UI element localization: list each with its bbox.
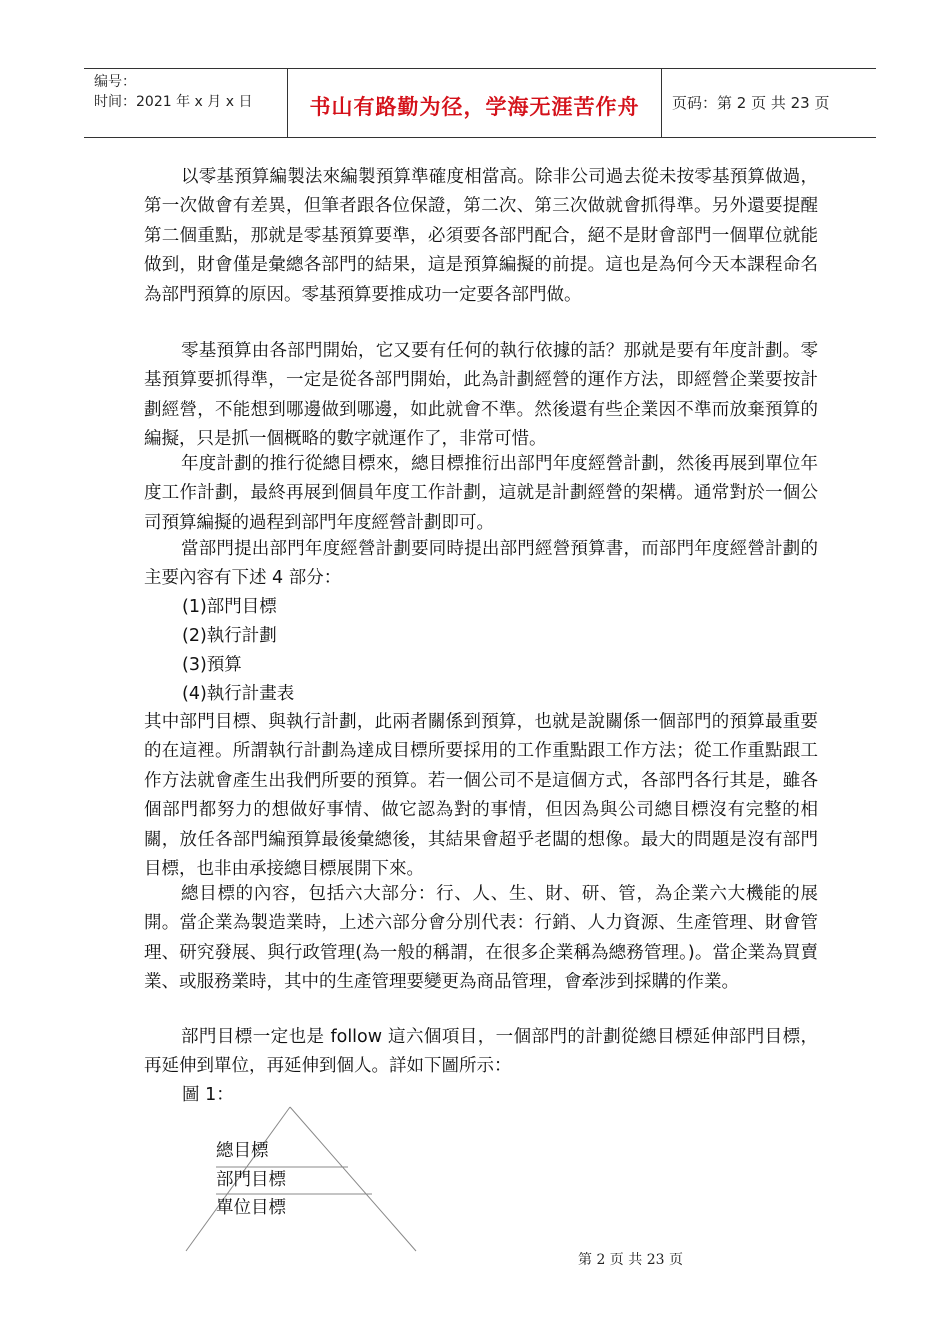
list-item: (3)預算	[182, 655, 242, 675]
paragraph: 部門目標一定也是 follow 這六個項目，一個部門的計劃從總目標延伸部門目標，再延伸到單位，再延伸到個人。詳如下圖所示：	[144, 1027, 818, 1077]
pyramid-tier-label: 總目標	[216, 1141, 269, 1161]
paragraph: 總目標的內容，包括六大部分：行、人、生、財、研、管，為企業六大機能的展開。當企業為製造業時，上述六部分會分別代表：行銷、人力資源、生產管理、財會管理、研究發展、與行政管理(為一般的稱謂，在很多企業稱為總務管理。)。當企業為買賣業、或服務業時，其中的生產管理要變更為商品管理，會牽涉到採購的作業。	[144, 884, 818, 993]
list-item: (2)執行計劃	[182, 626, 277, 646]
list-item: (4)執行計畫表	[182, 684, 295, 704]
header-divider	[661, 69, 662, 137]
pyramid-tier-label: 單位目標	[216, 1198, 286, 1218]
paragraph: 其中部門目標、與執行計劃，此兩者關係到預算，也就是說關係一個部門的預算最重要的在這裡。所謂執行計劃為達成目標所要採用的工作重點跟工作方法；從工作重點跟工作方法就會產生出我們所要的預算。若一個公司不是這個方式，各部門各行其是，雖各個部門都努力的想做好事情、做它認為對的事情，但因為與公司總目標沒有完整的相關，放任各部門編預算最後彙總後，其結果會超乎老闆的想像。最大的問題是沒有部門目標，也非由承接總目標展開下來。	[144, 712, 818, 880]
paragraph: 當部門提出部門年度經營計劃要同時提出部門經營預算書，而部門年度經營計劃的主要內容有下述 4 部分：	[144, 539, 818, 589]
pyramid-right-edge	[290, 1107, 416, 1251]
paragraph: 零基預算由各部門開始，它又要有任何的執行依據的話？那就是要有年度計劃。零基預算要抓得準，一定是從各部門開始，此為計劃經營的運作方法，即經營企業要按計劃經營，不能想到哪邊做到哪邊，如此就會不準。然後還有些企業因不準而放棄預算的編擬，只是抓一個概略的數字就運作了，非常可惜。	[144, 341, 818, 450]
page-footer: 第 2 页 共 23 页	[578, 1252, 683, 1268]
pyramid-tier-label: 部門目標	[216, 1170, 286, 1190]
header-motto: 书山有路勤为径，学海无涯苦作舟	[309, 94, 640, 119]
paragraph: 以零基預算編製法來編製預算準確度相當高。除非公司過去從未按零基預算做過，第一次做會有差異，但筆者跟各位保證，第二次、第三次做就會抓得準。另外還要提醒第二個重點，那就是零基預算要準，必須要各部門配合，絕不是財會部門一個單位就能做到，財會僅是彙總各部門的結果，這是預算編擬的前提。這也是為何今天本課程命名為部門預算的原因。零基預算要推成功一定要各部門做。	[144, 167, 818, 305]
header-page-number: 页码：第 2 页 共 23 页	[672, 94, 830, 112]
document-date-label: 时间：2021 年 x 月 x 日	[94, 94, 253, 110]
document-header	[84, 68, 876, 138]
list-item: (1)部門目標	[182, 597, 277, 617]
document-number-label: 编号：	[94, 74, 136, 90]
figure-caption: 圖 1：	[182, 1085, 234, 1105]
paragraph: 年度計劃的推行從總目標來，總目標推衍出部門年度經營計劃，然後再展到單位年度工作計劃，最終再展到個員年度工作計劃，這就是計劃經營的架構。通常對於一個公司預算編擬的過程到部門年度經營計劃即可。	[144, 454, 818, 533]
